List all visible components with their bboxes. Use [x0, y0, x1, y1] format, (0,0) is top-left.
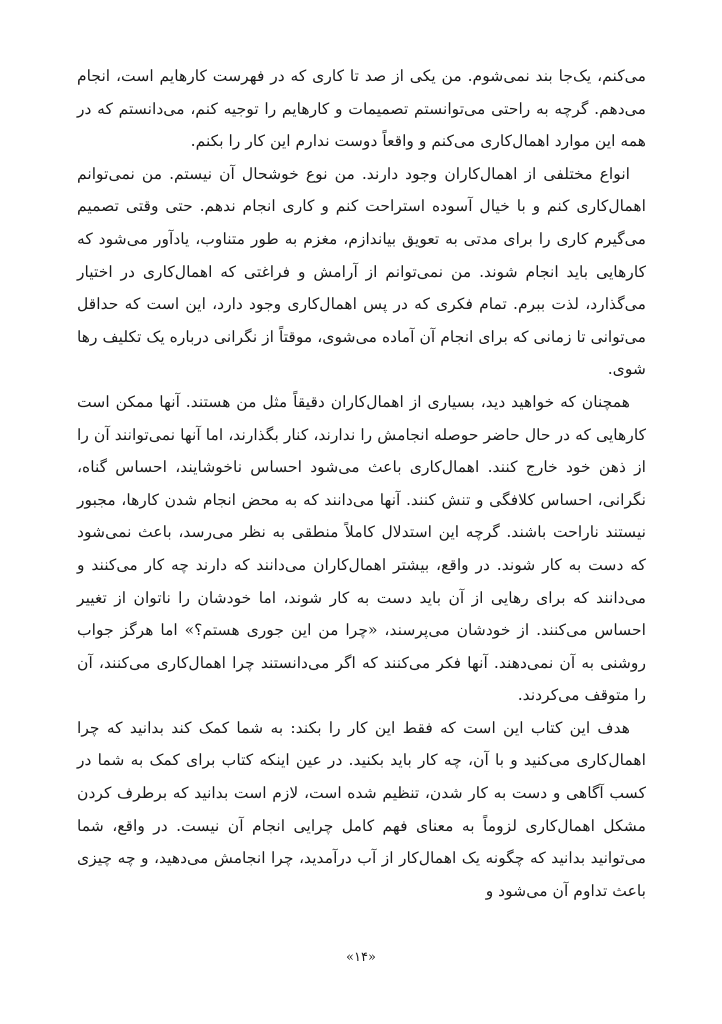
page-number: «۱۴» — [346, 950, 376, 965]
paragraph-2: انواع مختلفی از اهمال‌کاران وجود دارند. من نوع خوشحال آن نیستم. من نمی‌توانم اهمال‌کاری کنم و با خیال آسوده استراحت کنم و کاری انجام ندهم. حتی وقتی تصمیم می‌گیرم کاری را برای مدتی به تعویق بیاندازم، مغزم به طور متناوب، یادآور می‌شود که کارهایی باید انجام شوند. من نمی‌توانم از آرامش و فراغتی که اهمال‌کاری در اختیار می‌گذارد، لذت ببرم. تمام فکری که در پس اهمال‌کاری وجود دارد، این است که حداقل می‌توانی تا زمانی که برای انجام آن آماده می‌شوی، موقتاً از نگرانی درباره یک تکلیف رها شوی. — [77, 164, 646, 379]
body-text — [77, 60, 646, 907]
paragraph-1: می‌کنم، یک‌جا بند نمی‌شوم. من یکی از صد تا کاری که در فهرست کارهایم است، انجام می‌دهم. گرچه به راحتی می‌توانستم تصمیمات و کارهایم را توجیه کنم، می‌دانستم که در همه این موارد اهمال‌کاری می‌کنم و واقعاً دوست ندارم این کار را بکنم. — [77, 67, 646, 151]
paragraph-4: هدف این کتاب این است که فقط این کار را بکند: به شما کمک کند بدانید که چرا اهمال‌کاری می‌کنید و با آن، چه کار باید بکنید. در عین اینکه کتاب برای کمک به شما در کسب آگاهی و دست به کار شدن، تنظیم شده است، لازم است بدانید که برطرف کردن مشکل اهمال‌کاری لزوماً به معنای فهم کامل چرایی انجام آن نیست. در واقع، شما می‌توانید بدانید که چگونه یک اهمال‌کار از آب درآمدید، چرا انجامش می‌دهید، و چه چیزی باعث تداوم آن می‌شود و — [77, 718, 646, 900]
paragraph-3: همچنان که خواهید دید، بسیاری از اهمال‌کاران دقیقاً مثل من هستند. آنها ممکن است کارهایی که در حال حاضر حوصله انجامش را ندارند، کنار بگذارند، اما آنها نمی‌توانند آن را از ذهن خود خارج کنند. اهمال‌کاری باعث می‌شود احساس ناخوشایند، احساس گناه، نگرانی، احساس کلافگی و تنش کنند. آنها می‌دانند که به محض انجام شدن کارها، مجبور نیستند ناراحت باشند. گرچه این استدلال کاملاً منطقی به نظر می‌رسد، باعث نمی‌شود که دست به کار شوند. در واقع، بیشتر اهمال‌کاران می‌دانند که دارند چه کار می‌کنند و می‌دانند که برای رهایی از آن باید دست به کار شوند، اما خودشان را ناتوان از تغییر احساس می‌کنند. از خودشان می‌پرسند، «چرا من این جوری هستم؟» اما هرگز جواب روشنی به آن نمی‌دهند. آنها فکر می‌کنند که اگر می‌دانستند چرا اهمال‌کاری می‌کنند، آن را متوقف می‌کردند. — [77, 392, 646, 705]
